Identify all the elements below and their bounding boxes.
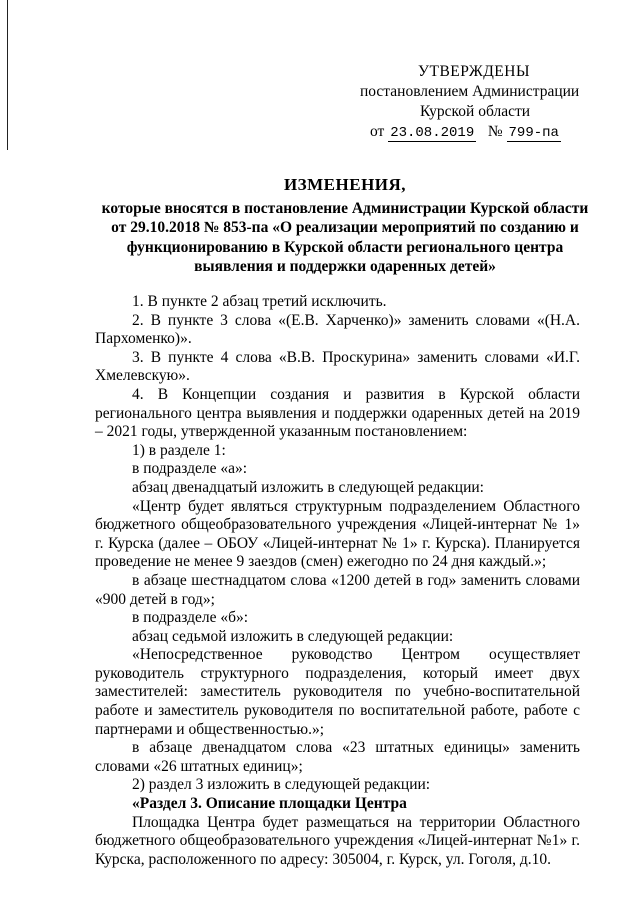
approval-region: Курской области (420, 103, 531, 120)
title-heading: ИЗМЕНЕНИЯ, (283, 175, 407, 194)
paragraph-section-3-heading: «Раздел 3. Описание площадки Центра (132, 795, 407, 813)
paragraph-abzac-7: абзац седьмой изложить в следующей редакции: (132, 627, 454, 645)
paragraph-1: 1. В пункте 2 абзац третий исключить. (132, 293, 387, 310)
scan-edge-line (7, 0, 8, 150)
paragraph-abzac-12: абзац двенадцатый изложить в следующей редакции: (132, 478, 484, 496)
paragraph-2: 2. В пункте 3 слова «(Е.В. Харченко)» заменить словами «(Н.А. Пархоменко)». (95, 311, 580, 348)
approval-number: 799-па (508, 125, 559, 141)
paragraph-section-3: 2) раздел 3 изложить в следующей редакции: (132, 776, 431, 794)
approval-date-number (360, 122, 590, 142)
paragraph-staff-units: в абзаце двенадцатом слова «23 штатных единицы» заменить словами «26 штатных единиц»; (95, 739, 580, 775)
paragraph-3: 3. В пункте 4 слова «В.В. Проскурина» заменить словами «И.Г. Хмелевскую». (95, 348, 580, 385)
approval-title: УТВЕРЖДЕНЫ (418, 63, 530, 80)
paragraph-site-description: Площадка Центра будет размещаться на территории Областного бюджетного общеобразовательного учреждения «Лицей-интернат №1» г. Курска, расположенного по адресу: 305004, г. Курск, ул. Гоголя, д.10. (95, 813, 580, 868)
paragraph-center-quote: «Центр будет являться структурным подразделением Областного бюджетного общеобразовательного учреждения «Лицей-интернат № 1» г. Курска (далее – ОБОУ «Лицей-интернат № 1» г. Курска). Планируется проведение не менее 9 заездов (смен) ежегодно по 24 дня каждый.»; (95, 497, 580, 571)
approval-date: 23.08.2019 (390, 125, 475, 141)
paragraph-subsection-b: в подразделе «б»: (132, 609, 249, 627)
paragraph-4: 4. В Концепции создания и развития в Курской области регионального центра выявления и поддержки одаренных детей на 2019 – 2021 годы, утвержденной указанным постановлением: (95, 385, 580, 441)
number-label: № (487, 123, 503, 140)
paragraph-abzac-16: в абзаце шестнадцатом слова «1200 детей в год» заменить словами «900 детей в год»; (95, 571, 580, 608)
approval-stamp (360, 62, 590, 142)
title-subtitle: которые вносятся в постановление Администрации Курской области от 29.10.2018 № 853-па «О реализации мероприятий по созданию и функционированию в Курской области регионального центра выявления и поддержки одаренных детей» (101, 199, 589, 275)
paragraph-subsection-a: в подразделе «а»: (132, 460, 248, 478)
approval-issuer: постановлением Администрации (360, 83, 580, 100)
document-title (95, 175, 595, 277)
paragraph-section-1: 1) в разделе 1: (132, 441, 226, 459)
paragraph-management-quote: «Непосредственное руководство Центром осуществляет руководитель структурного подразделения, который имеет двух заместителей: заместитель руководителя по учебно-воспитательной работе и заместитель руководителя по воспитательной работе, работе с партнерами и общественностью.»; (95, 646, 580, 738)
document-body (95, 293, 580, 869)
from-label: от (370, 123, 385, 140)
